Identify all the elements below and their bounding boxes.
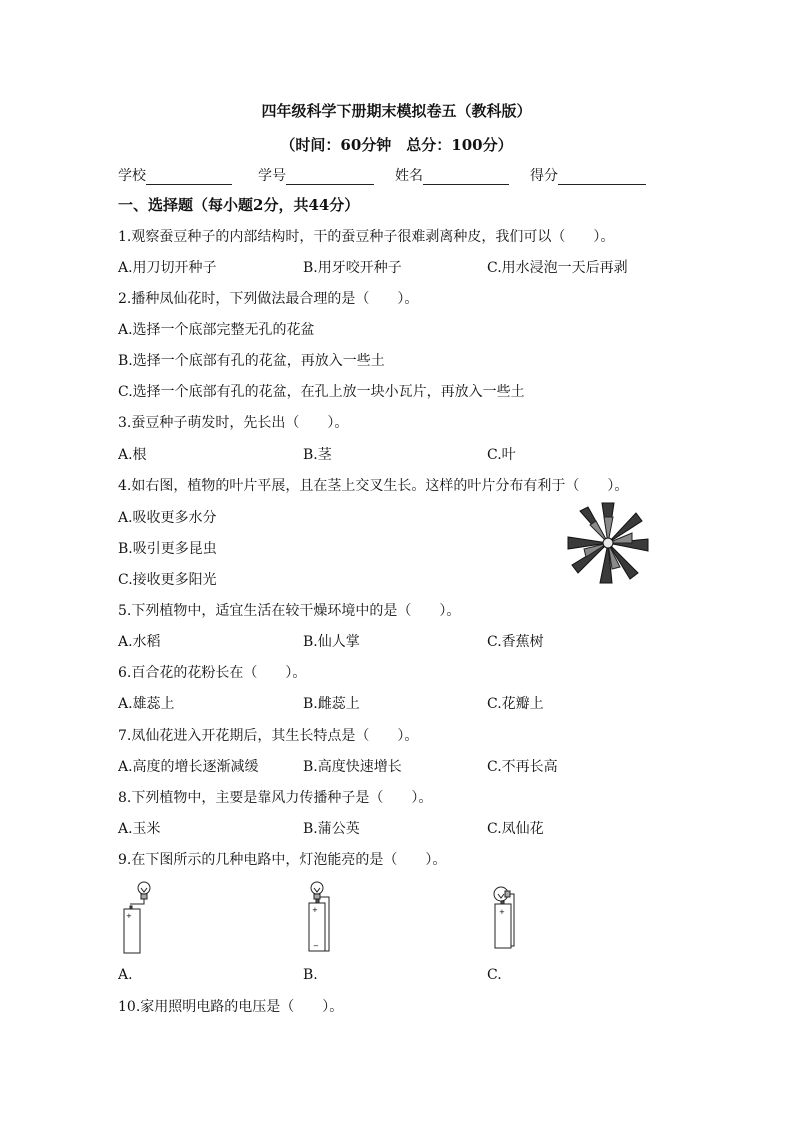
q9-option-b[interactable]: B.: [303, 967, 318, 983]
svg-text:−: −: [313, 942, 319, 950]
q1-option-a[interactable]: A.用刀切开种子: [118, 260, 217, 276]
q7-option-b[interactable]: B.高度快速增长: [303, 759, 402, 775]
student-id-label: 学号: [258, 168, 286, 184]
q2-option-c[interactable]: C.选择一个底部有孔的花盆，在孔上放一块小瓦片，再放入一些土: [118, 384, 525, 400]
school-label: 学校: [118, 168, 146, 184]
q1-option-c[interactable]: C.用水浸泡一天后再剥: [487, 260, 628, 276]
q5-option-a[interactable]: A.水稻: [118, 634, 161, 650]
question-9-stem: 9.在下图所示的几种电路中，灯泡能亮的是（ ）。: [118, 852, 447, 868]
question-8-stem: 8.下列植物中，主要是靠风力传播种子是（ ）。: [118, 790, 433, 806]
circuit-diagram-a: [118, 878, 162, 956]
q6-option-b[interactable]: B.雌蕊上: [303, 696, 360, 712]
q3-option-a[interactable]: A.根: [118, 447, 147, 463]
question-1-stem: 1.观察蚕豆种子的内部结构时，干的蚕豆种子很难剥离种皮，我们可以（ ）。: [118, 229, 615, 245]
name-label: 姓名: [395, 168, 423, 184]
exam-info: （时间：60分钟 总分：100分）: [280, 136, 513, 154]
question-10-stem: 10.家用照明电路的电压是（ ）。: [118, 999, 344, 1015]
q3-option-c[interactable]: C.叶: [487, 447, 516, 463]
q4-option-a[interactable]: A.吸收更多水分: [118, 510, 217, 526]
question-6-stem: 6.百合花的花粉长在（ ）。: [118, 665, 307, 681]
question-7-stem: 7.凤仙花进入开花期后，其生长特点是（ ）。: [118, 728, 419, 744]
q9-option-a[interactable]: A.: [118, 967, 133, 983]
svg-text:+: +: [126, 912, 132, 920]
page-title: 四年级科学下册期末模拟卷五（教科版）: [261, 102, 532, 120]
score-field[interactable]: [530, 165, 646, 185]
svg-text:+: +: [499, 908, 505, 916]
question-3-stem: 3.蚕豆种子萌发时，先长出（ ）。: [118, 415, 349, 431]
q2-option-a[interactable]: A.选择一个底部完整无孔的花盆: [118, 322, 315, 338]
q5-option-b[interactable]: B.仙人掌: [303, 634, 360, 650]
q2-option-b[interactable]: B.选择一个底部有孔的花盆，再放入一些土: [118, 353, 385, 369]
circuit-diagram-b: [303, 878, 347, 956]
q4-option-c[interactable]: C.接收更多阳光: [118, 572, 217, 588]
q8-option-b[interactable]: B.蒲公英: [303, 821, 360, 837]
q4-option-b[interactable]: B.吸引更多昆虫: [118, 541, 217, 557]
section-heading: 一、选择题（每小题2分，共44分）: [118, 196, 360, 214]
q7-option-a[interactable]: A.高度的增长逐渐减缓: [118, 759, 259, 775]
q6-option-a[interactable]: A.雄蕊上: [118, 696, 175, 712]
score-label: 得分: [530, 168, 558, 184]
q6-option-c[interactable]: C.花瓣上: [487, 696, 544, 712]
q7-option-c[interactable]: C.不再长高: [487, 759, 558, 775]
student-id-field[interactable]: [258, 165, 374, 185]
name-field[interactable]: [395, 165, 509, 185]
question-2-stem: 2.播种凤仙花时，下列做法最合理的是（ ）。: [118, 291, 419, 307]
question-4-stem: 4.如右图，植物的叶片平展，且在茎上交叉生长。这样的叶片分布有利于（ ）。: [118, 478, 629, 494]
svg-text:+: +: [312, 906, 318, 914]
q8-option-c[interactable]: C.凤仙花: [487, 821, 544, 837]
school-field[interactable]: [118, 165, 232, 185]
circuit-diagram-c: [487, 884, 531, 954]
q1-option-b[interactable]: B.用牙咬开种子: [303, 260, 402, 276]
q3-option-b[interactable]: B.茎: [303, 447, 332, 463]
q5-option-c[interactable]: C.香蕉树: [487, 634, 544, 650]
plant-leaf-figure: [566, 500, 650, 586]
q8-option-a[interactable]: A.玉米: [118, 821, 161, 837]
q9-option-c[interactable]: C.: [487, 967, 502, 983]
question-5-stem: 5.下列植物中，适宜生活在较干燥环境中的是（ ）。: [118, 603, 461, 619]
